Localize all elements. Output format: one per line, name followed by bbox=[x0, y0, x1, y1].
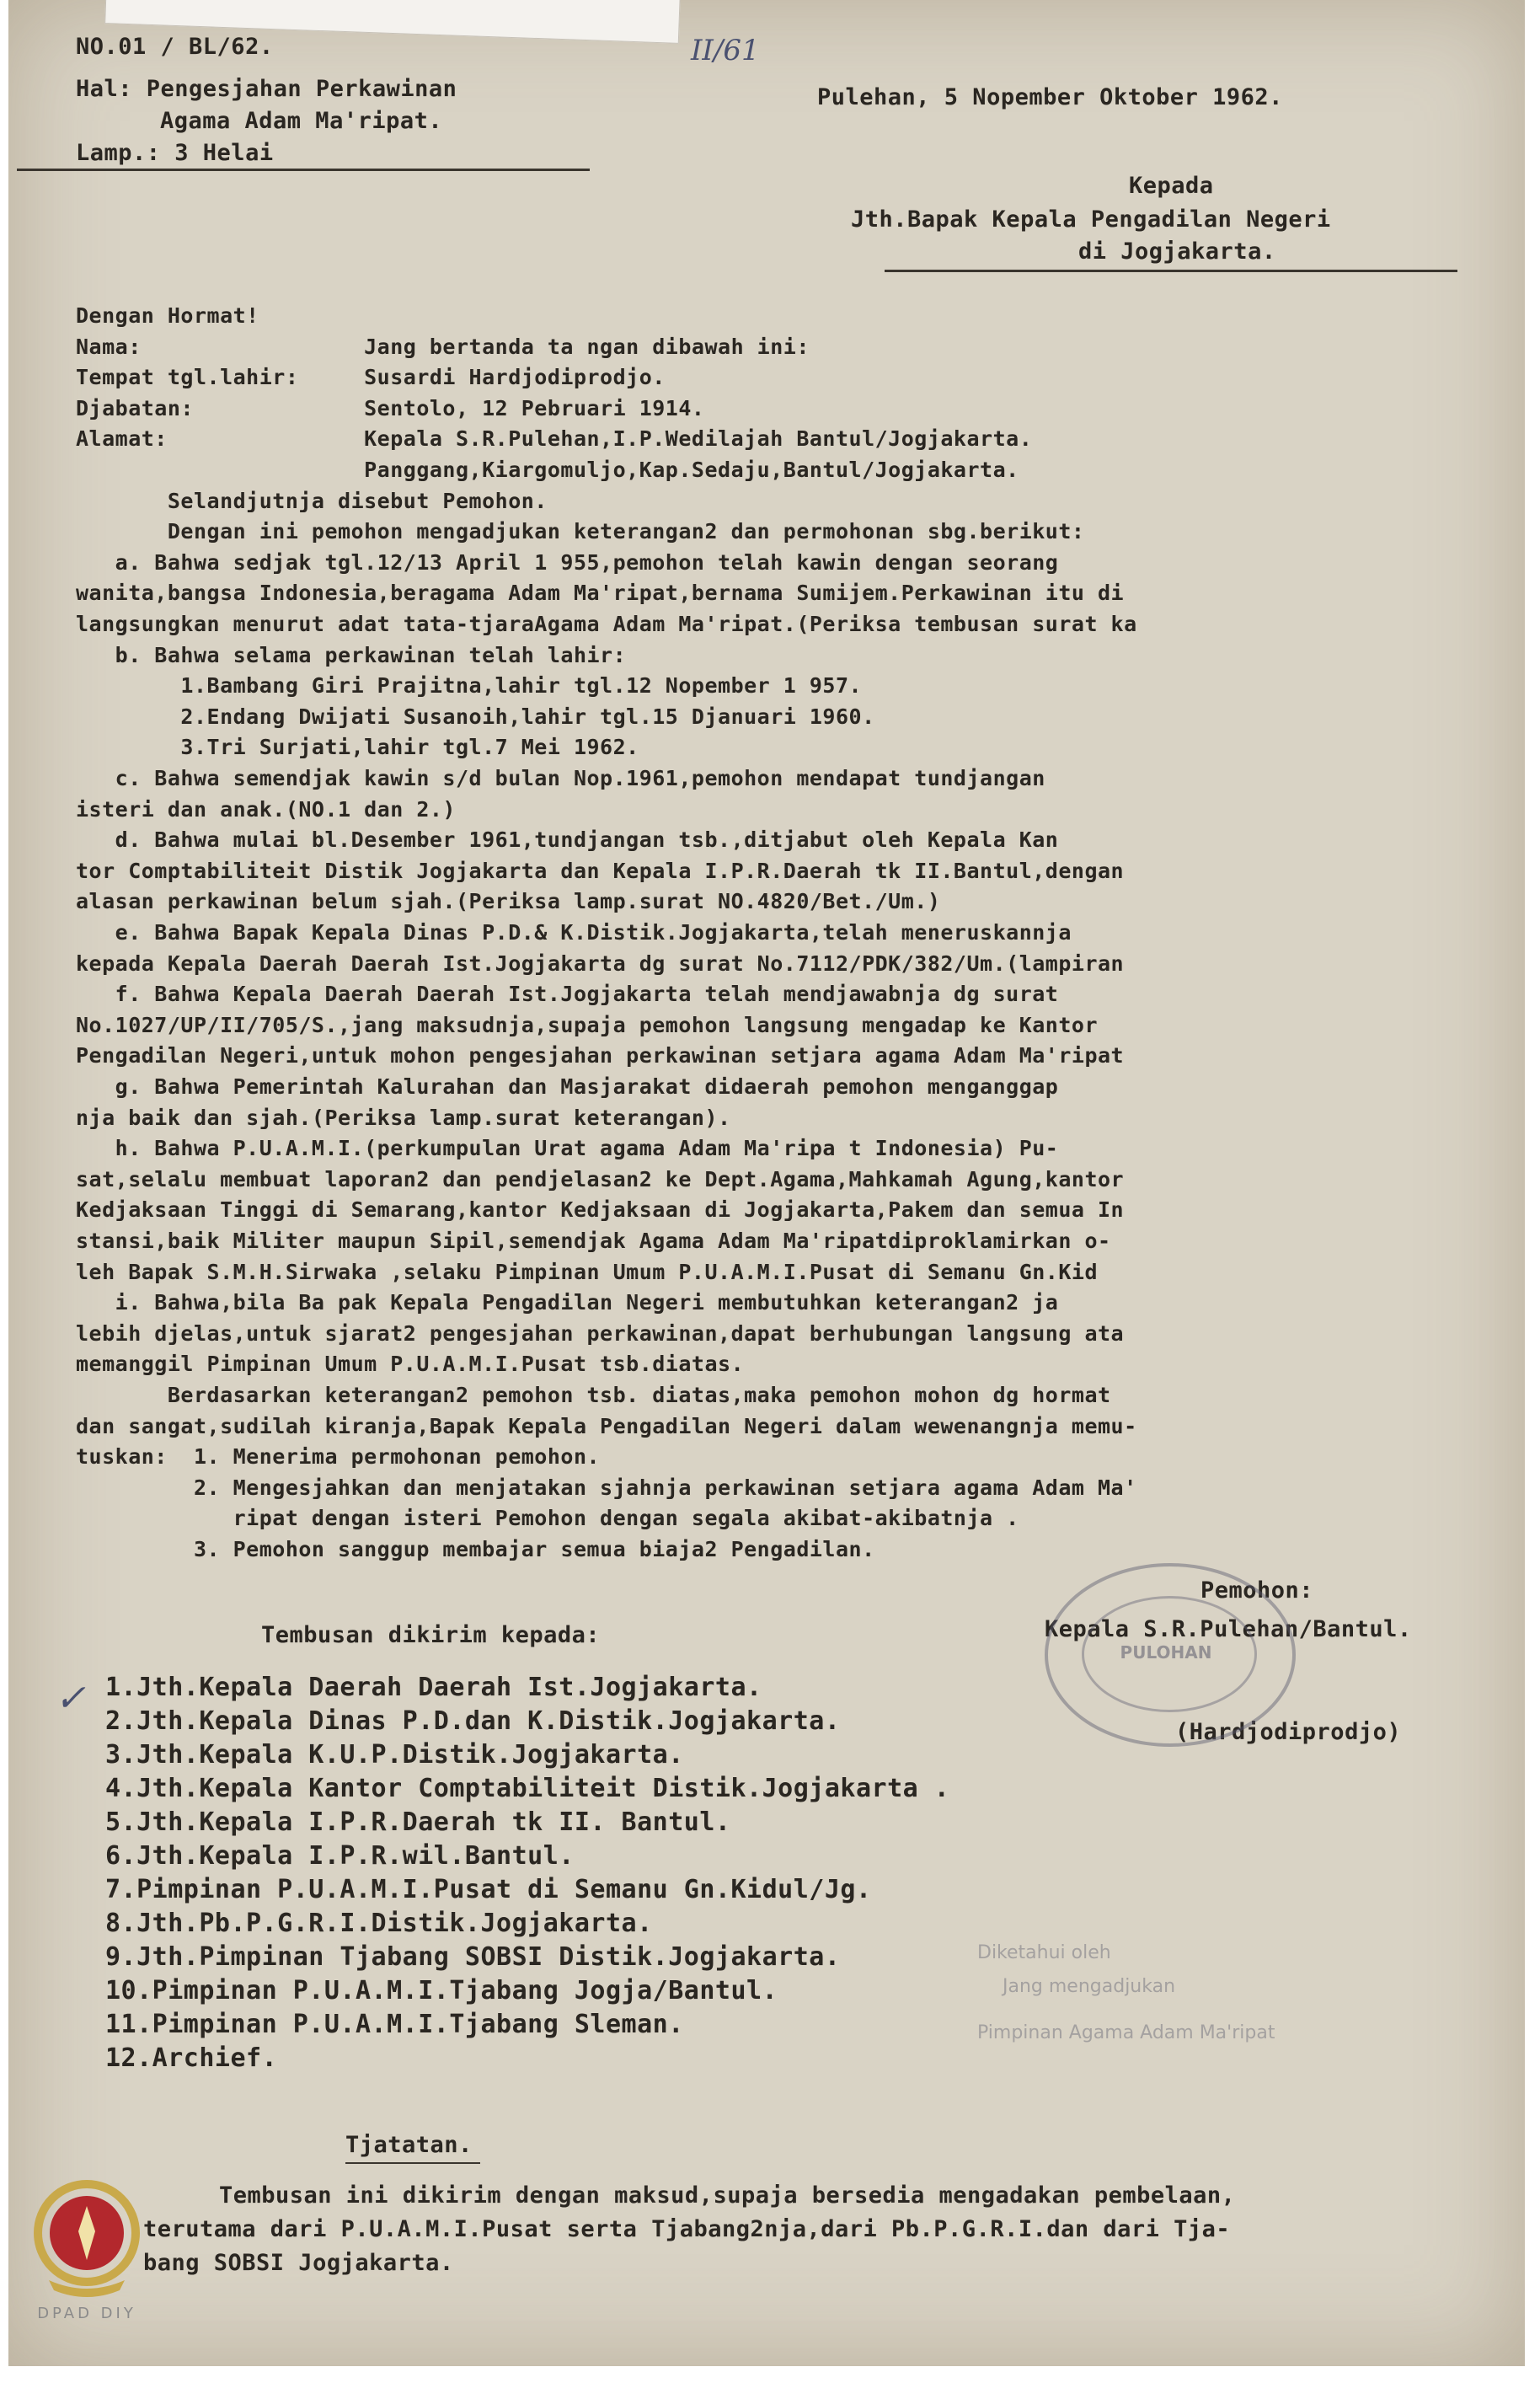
letter-number: NO.01 / BL/62. bbox=[76, 34, 274, 60]
note-line-2: terutama dari P.U.A.M.I.Pusat serta Tjabang2nja,dari Pb.P.G.R.I.dan dari Tja- bbox=[143, 2216, 1231, 2242]
dpad-seal-logo bbox=[32, 2172, 142, 2299]
body-line: 3.Tri Surjati,lahir tgl.7 Mei 1962. bbox=[76, 735, 639, 760]
body-line: Djabatan: Sentolo, 12 Pebruari 1914. bbox=[76, 395, 705, 420]
body-line: a. Bahwa sedjak tgl.12/13 April 1 955,pemohon telah kawin dengan seorang bbox=[76, 549, 1059, 575]
body-line: 1.Bambang Giri Prajitna,lahir tgl.12 Nopember 1 957. bbox=[76, 673, 863, 699]
body-line: h. Bahwa P.U.A.M.I.(perkumpulan Urat agama Adam Ma'ripa t Indonesia) Pu- bbox=[76, 1136, 1059, 1161]
stamp-text: PULOHAN bbox=[1120, 1642, 1212, 1663]
body-line: langsungkan menurut adat tata-tjaraAgama Adam Ma'ripat.(Periksa tembusan surat ka bbox=[76, 612, 1137, 636]
body-line: e. Bahwa Bapak Kepala Dinas P.D.& K.Distik.Jogjakarta,telah meneruskannja bbox=[76, 920, 1072, 945]
body-line: g. Bahwa Pemerintah Kalurahan dan Masjarakat didaerah pemohon menganggap bbox=[76, 1074, 1059, 1099]
body-line: wanita,bangsa Indonesia,beragama Adam Ma'ripat,bernama Sumijem.Perkawinan itu di bbox=[76, 581, 1125, 606]
cc-item: 3.Jth.Kepala K.U.P.Distik.Jogjakarta. bbox=[105, 1740, 684, 1770]
body-line: Berdasarkan keterangan2 pemohon tsb. diatas,maka pemohon mohon dg hormat bbox=[76, 1383, 1111, 1407]
header-rule-left bbox=[17, 169, 590, 171]
body-line: 2. Mengesjahkan dan menjatakan sjahnja perkawinan setjara agama Adam Ma' bbox=[76, 1475, 1137, 1500]
body-line: tor Comptabiliteit Distik Jogjakarta dan Kepala I.P.R.Daerah tk II.Bantul,dengan bbox=[76, 858, 1125, 883]
body-line: leh Bapak S.M.H.Sirwaka ,selaku Pimpinan Umum P.U.A.M.I.Pusat di Semanu Gn.Kid bbox=[76, 1259, 1098, 1284]
body-line: Tempat tgl.lahir: Susardi Hardjodiprodjo. bbox=[76, 365, 666, 390]
bleed-text-1: Diketahui oleh bbox=[977, 1942, 1111, 1963]
subject-line-2: Agama Adam Ma'ripat. bbox=[160, 108, 443, 134]
to-label: Kepada bbox=[1129, 173, 1214, 199]
body-line: lebih djelas,untuk sjarat2 pengesjahan perkawinan,dapat berhubungan langsung ata bbox=[76, 1320, 1125, 1346]
body-line: Alamat: Kepala S.R.Pulehan,I.P.Wedilajah Bantul/Jogjakarta. bbox=[76, 426, 1033, 452]
cc-item: 7.Pimpinan P.U.A.M.I.Pusat di Semanu Gn.Kidul/Jg. bbox=[105, 1875, 872, 1904]
handwritten-number-mark: II/61 bbox=[691, 34, 760, 67]
body-line: nja baik dan sjah.(Periksa lamp.surat keterangan). bbox=[76, 1105, 731, 1130]
attachment-line: Lamp.: 3 Helai bbox=[76, 140, 274, 166]
body-line: 3. Pemohon sanggup membajar semua biaja2 Pengadilan. bbox=[76, 1537, 875, 1561]
note-heading: Tjatatan. bbox=[345, 2132, 473, 2158]
check-mark: ✓ bbox=[55, 1677, 86, 1720]
body-line: No.1027/UP/II/705/S.,jang maksudnja,supaja pemohon langsung mengadap ke Kantor bbox=[76, 1012, 1098, 1037]
body-line: tuskan: 1. Menerima permohonan pemohon. bbox=[76, 1444, 601, 1470]
body-line: i. Bahwa,bila Ba pak Kepala Pengadilan Negeri membutuhkan keterangan2 ja bbox=[76, 1290, 1059, 1315]
signature-closing: Pemohon: bbox=[1200, 1577, 1314, 1604]
cc-item: 1.Jth.Kepala Daerah Daerah Ist.Jogjakarta. bbox=[105, 1673, 762, 1702]
note-heading-underline bbox=[345, 2162, 480, 2164]
body-line: dan sangat,sudilah kiranja,Bapak Kepala Pengadilan Negeri dalam wewenangnja memu- bbox=[76, 1413, 1137, 1438]
body-line: stansi,baik Militer maupun Sipil,semendjak Agama Adam Ma'ripatdiproklamirkan o- bbox=[76, 1229, 1111, 1253]
cc-item: 10.Pimpinan P.U.A.M.I.Tjabang Jogja/Bantul. bbox=[105, 1976, 778, 2005]
cc-item: 9.Jth.Pimpinan Tjabang SOBSI Distik.Jogjakarta. bbox=[105, 1942, 841, 1972]
body-line: kepada Kepala Daerah Daerah Ist.Jogjakarta dg surat No.7112/PDK/382/Um.(lampiran bbox=[76, 951, 1125, 976]
body-line: Nama: Jang bertanda ta ngan dibawah ini: bbox=[76, 334, 810, 359]
body-line: f. Bahwa Kepala Daerah Daerah Ist.Jogjakarta telah mendjawabnja dg surat bbox=[76, 982, 1059, 1007]
body-line: ripat dengan isteri Pemohon dengan segala akibat-akibatnja . bbox=[76, 1506, 1019, 1531]
cc-item: 12.Archief. bbox=[105, 2043, 278, 2073]
recipient-place: di Jogjakarta. bbox=[1078, 238, 1276, 265]
body-line: c. Bahwa semendjak kawin s/d bulan Nop.1961,pemohon mendapat tundjangan bbox=[76, 766, 1045, 790]
seal-label: DPAD DIY bbox=[37, 2305, 136, 2322]
official-stamp bbox=[1045, 1563, 1296, 1747]
cc-item: 4.Jth.Kepala Kantor Comptabiliteit Distik.Jogjakarta . bbox=[105, 1774, 950, 1803]
cc-item: 6.Jth.Kepala I.P.R.wil.Bantul. bbox=[105, 1841, 575, 1871]
body-line: 2.Endang Dwijati Susanoih,lahir tgl.15 Djanuari 1960. bbox=[76, 704, 875, 729]
body-line: memanggil Pimpinan Umum P.U.A.M.I.Pusat tsb.diatas. bbox=[76, 1352, 745, 1377]
bleed-text-2: Jang mengadjukan bbox=[1003, 1976, 1176, 1997]
body-line: Selandjutnja disebut Pemohon. bbox=[76, 488, 548, 513]
body-line: alasan perkawinan belum sjah.(Periksa lamp.surat NO.4820/Bet./Um.) bbox=[76, 889, 941, 914]
cc-item: 5.Jth.Kepala I.P.R.Daerah tk II. Bantul. bbox=[105, 1807, 731, 1837]
signature-name: (Hardjodiprodjo) bbox=[1175, 1719, 1402, 1745]
cc-item: 8.Jth.Pb.P.G.R.I.Distik.Jogjakarta. bbox=[105, 1909, 653, 1938]
document-page bbox=[8, 0, 1525, 2366]
body-line: d. Bahwa mulai bl.Desember 1961,tundjangan tsb.,ditjabut oleh Kepala Kan bbox=[76, 827, 1059, 853]
signature-title: Kepala S.R.Pulehan/Bantul. bbox=[1045, 1616, 1412, 1642]
body-line: isteri dan anak.(NO.1 dan 2.) bbox=[76, 796, 456, 822]
body-line: Kedjaksaan Tinggi di Semarang,kantor Kedjaksaan di Jogjakarta,Pakem dan semua In bbox=[76, 1197, 1125, 1223]
body-line: Panggang,Kiargomuljo,Kap.Sedaju,Bantul/Jogjakarta. bbox=[76, 458, 1019, 482]
place-date: Pulehan, 5 Nopember Oktober 1962. bbox=[817, 84, 1283, 110]
body-line: Dengan ini pemohon mengadjukan keterangan2 dan permohonan sbg.berikut: bbox=[76, 519, 1085, 544]
cc-item: 11.Pimpinan P.U.A.M.I.Tjabang Sleman. bbox=[105, 2010, 684, 2039]
body-line: Dengan Hormat! bbox=[76, 303, 259, 328]
note-line-1: Tembusan ini dikirim dengan maksud,supaja bersedia mengadakan pembelaan, bbox=[219, 2182, 1236, 2209]
bleed-text-3: Pimpinan Agama Adam Ma'ripat bbox=[977, 2022, 1275, 2043]
body-line: Pengadilan Negeri,untuk mohon pengesjahan perkawinan setjara agama Adam Ma'ripat bbox=[76, 1043, 1125, 1068]
body-line: sat,selalu membuat laporan2 dan pendjelasan2 ke Dept.Agama,Mahkamah Agung,kantor bbox=[76, 1166, 1125, 1192]
recipient: Jth.Bapak Kepala Pengadilan Negeri bbox=[851, 206, 1331, 233]
body-line: b. Bahwa selama perkawinan telah lahir: bbox=[76, 642, 627, 667]
header-rule-right bbox=[885, 270, 1457, 272]
note-line-3: bang SOBSI Jogjakarta. bbox=[143, 2250, 454, 2276]
cc-heading: Tembusan dikirim kepada: bbox=[261, 1622, 601, 1648]
subject-line-1: Hal: Pengesjahan Perkawinan bbox=[76, 76, 457, 102]
cc-item: 2.Jth.Kepala Dinas P.D.dan K.Distik.Jogjakarta. bbox=[105, 1706, 841, 1736]
